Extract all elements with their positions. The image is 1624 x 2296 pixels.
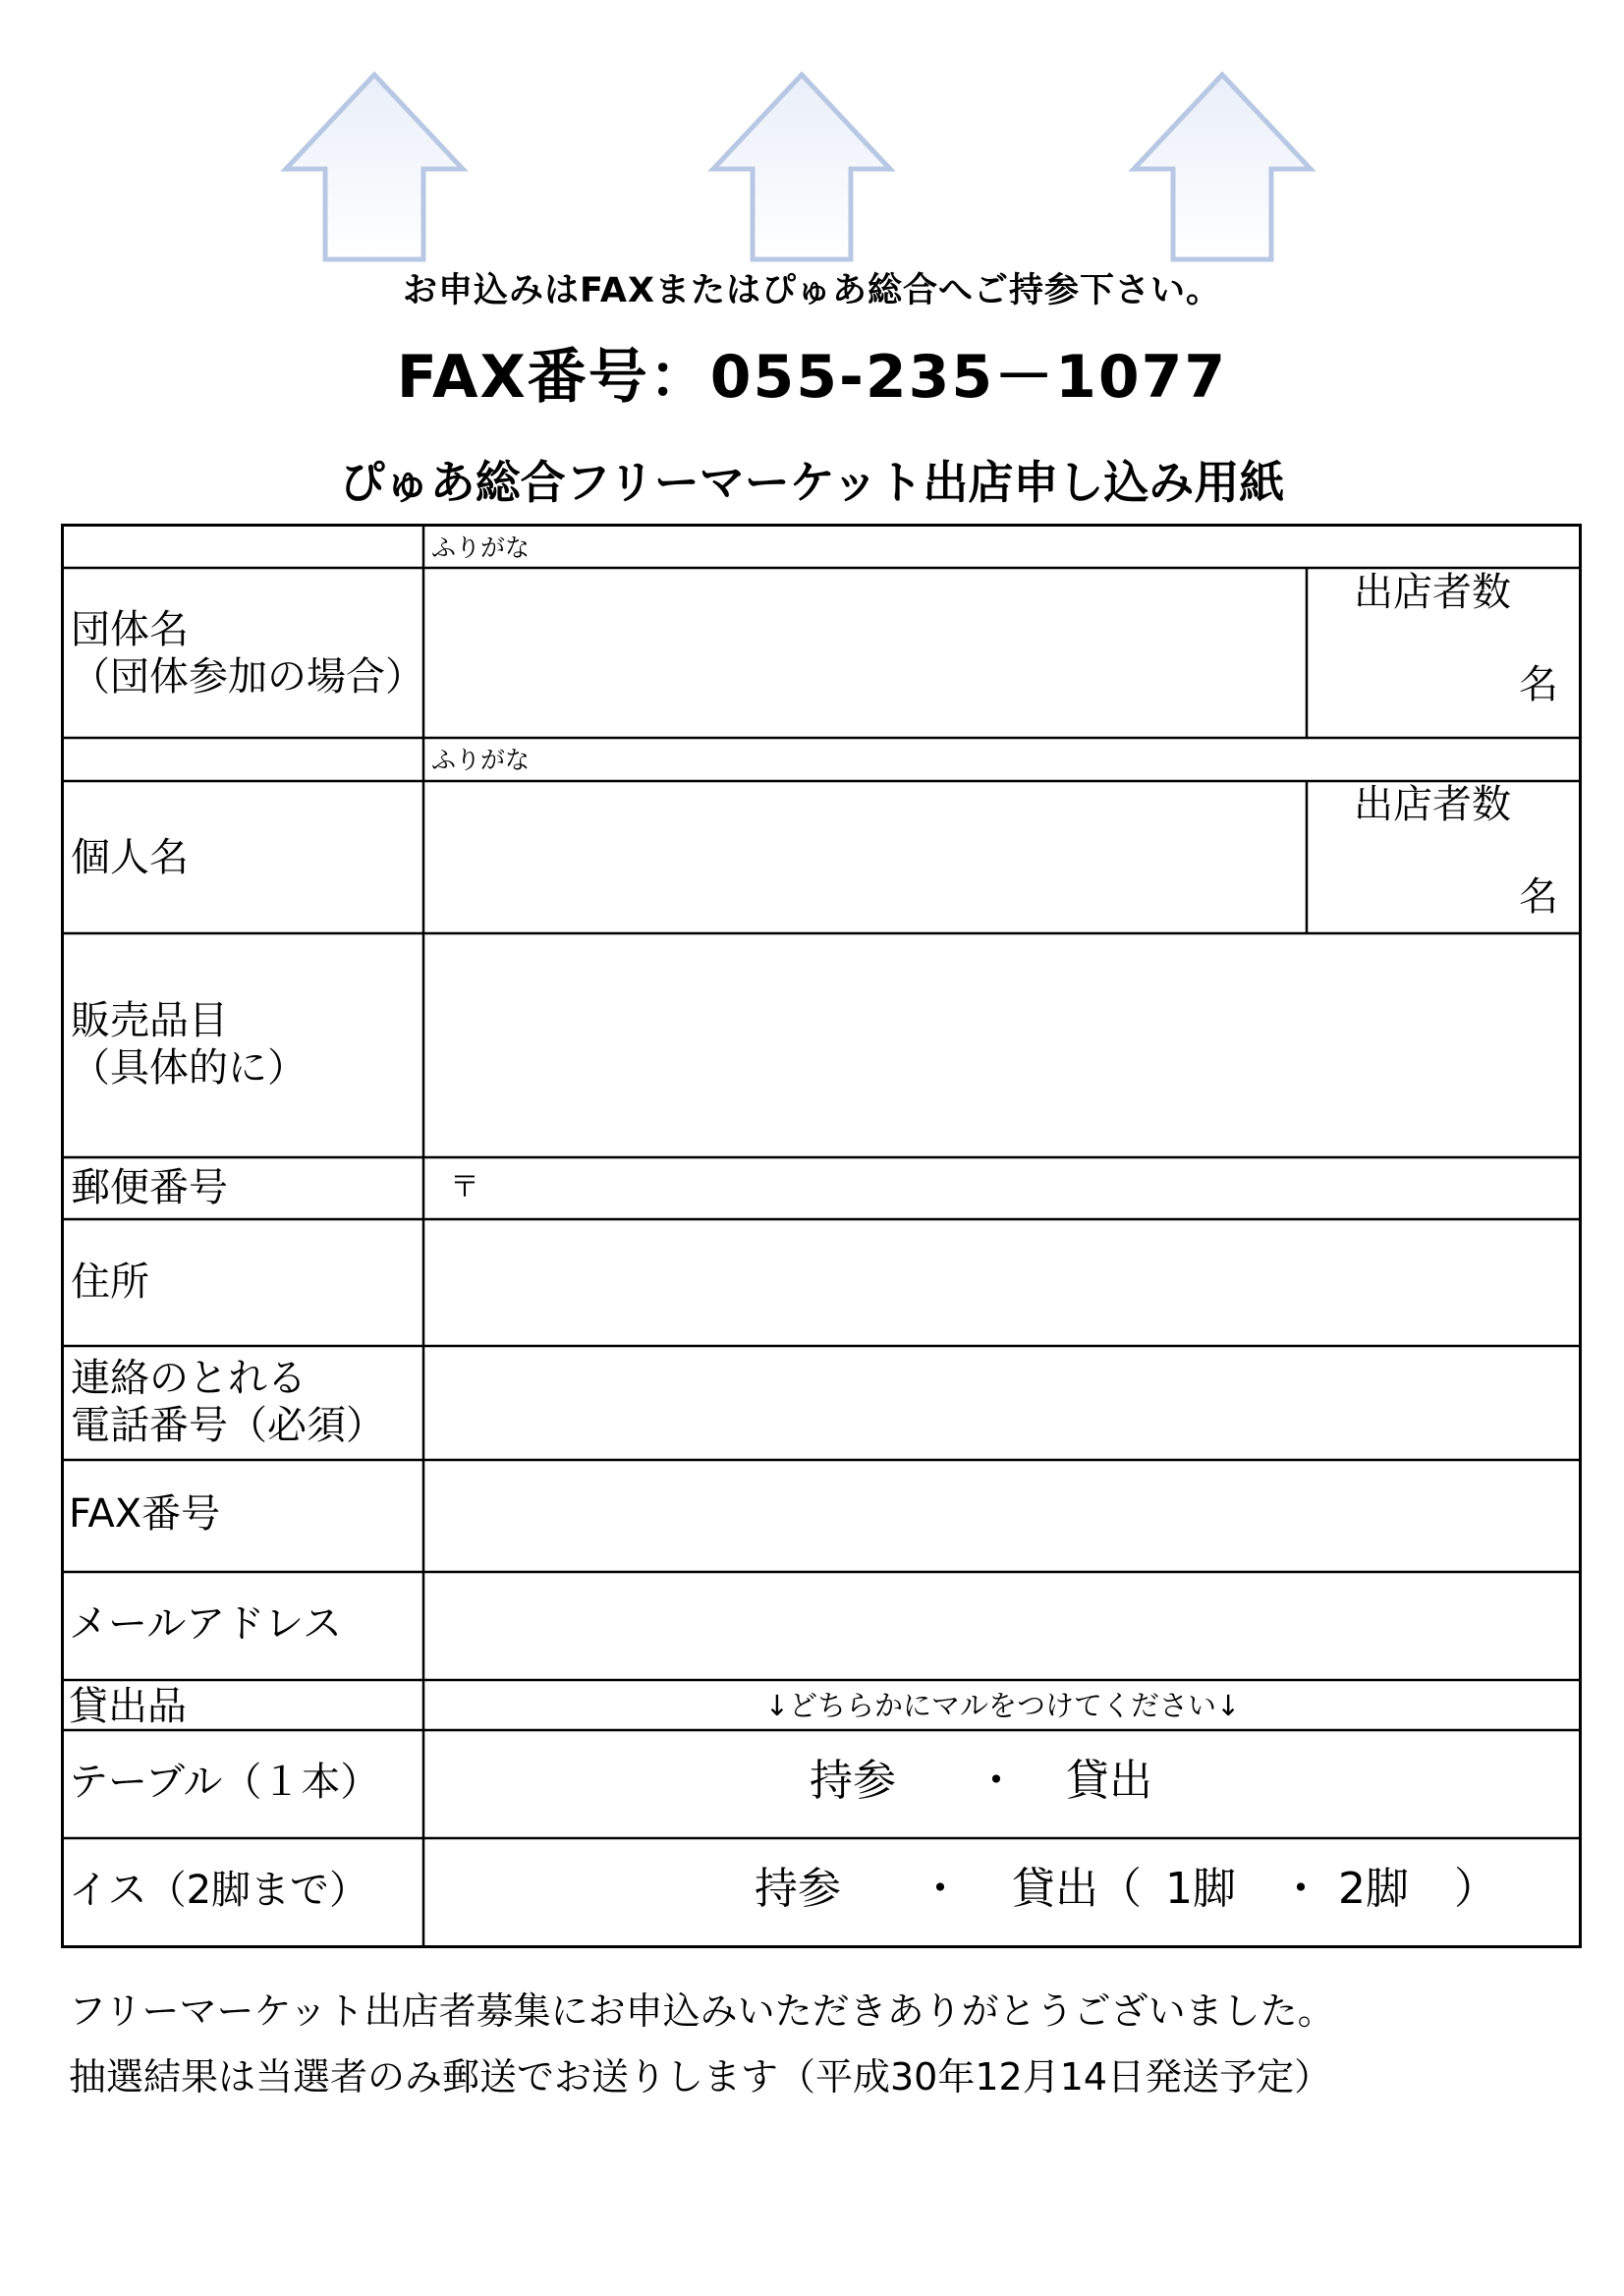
up-arrow-icon bbox=[276, 67, 473, 263]
sales-items-field[interactable] bbox=[427, 937, 1577, 1153]
postal-code-field[interactable] bbox=[493, 1162, 1574, 1215]
form-title: ぴゅあ総合フリーマーケット出店申し込み用紙 bbox=[339, 456, 1285, 509]
postal-code-label: 郵便番号 bbox=[71, 1165, 228, 1210]
table-label: テーブル（１本） bbox=[69, 1760, 380, 1805]
individual-furigana-label: ふりがな bbox=[431, 746, 531, 774]
chair-rent-option[interactable]: 貸出（ bbox=[1012, 1864, 1142, 1914]
chair-two-option[interactable]: 2脚 bbox=[1338, 1864, 1409, 1914]
application-form bbox=[61, 524, 1582, 1948]
chair-close-paren: ） bbox=[1454, 1864, 1497, 1914]
sales-items-label: 販売品目 bbox=[71, 998, 228, 1043]
chair-bring-option[interactable]: 持参 bbox=[755, 1864, 841, 1914]
email-field[interactable] bbox=[427, 1576, 1577, 1676]
thank-you-note: フリーマーケット出店者募集にお申込みいただきありがとうございました。 bbox=[69, 1989, 1335, 2033]
rental-instruction-note: ↓どちらかにマルをつけてください↓ bbox=[764, 1689, 1241, 1722]
sales-items-sublabel: （具体的に） bbox=[71, 1045, 307, 1091]
up-arrow-icon bbox=[1124, 67, 1320, 263]
address-field[interactable] bbox=[427, 1223, 1577, 1342]
phone-label: 連絡のとれる bbox=[71, 1356, 307, 1401]
individual-name-field[interactable] bbox=[427, 785, 1302, 929]
submission-instruction: お申込みはFAXまたはぴゅあ総合へご持参下さい。 bbox=[403, 271, 1221, 310]
phone-sublabel: 電話番号（必須） bbox=[71, 1403, 385, 1448]
postal-mark: 〒 bbox=[450, 1170, 479, 1204]
fax-label: FAX番号 bbox=[69, 1491, 221, 1537]
fax-number-heading: FAX番号：055-235－1077 bbox=[396, 343, 1228, 412]
up-arrow-icon bbox=[703, 67, 900, 263]
phone-field[interactable] bbox=[427, 1350, 1577, 1456]
table-separator: ・ bbox=[975, 1756, 1018, 1806]
fax-field[interactable] bbox=[427, 1464, 1577, 1568]
rental-items-label: 貸出品 bbox=[69, 1684, 187, 1729]
group-name-field[interactable] bbox=[427, 572, 1302, 734]
chair-separator-2: ・ bbox=[1279, 1864, 1322, 1914]
group-count-unit: 名 bbox=[1519, 662, 1558, 707]
table-rent-option[interactable]: 貸出 bbox=[1066, 1756, 1152, 1806]
chair-separator: ・ bbox=[919, 1864, 962, 1914]
email-label: メールアドレス bbox=[69, 1601, 342, 1647]
individual-name-label: 個人名 bbox=[71, 835, 189, 880]
chair-one-option[interactable]: 1脚 bbox=[1165, 1864, 1236, 1914]
group-furigana-label: ふりがな bbox=[431, 533, 531, 562]
address-label: 住所 bbox=[71, 1260, 149, 1305]
individual-count-label: 出店者数 bbox=[1354, 782, 1511, 827]
group-name-sublabel: （団体参加の場合） bbox=[71, 654, 424, 700]
chair-label: イス（2脚まで） bbox=[69, 1868, 369, 1913]
table-bring-option[interactable]: 持参 bbox=[810, 1756, 896, 1806]
group-name-label: 団体名 bbox=[71, 607, 189, 652]
group-count-label: 出店者数 bbox=[1354, 570, 1511, 615]
lottery-result-note: 抽選結果は当選者のみ郵送でお送りします（平成30年12月14日発送予定） bbox=[69, 2055, 1332, 2099]
individual-count-unit: 名 bbox=[1519, 874, 1558, 920]
